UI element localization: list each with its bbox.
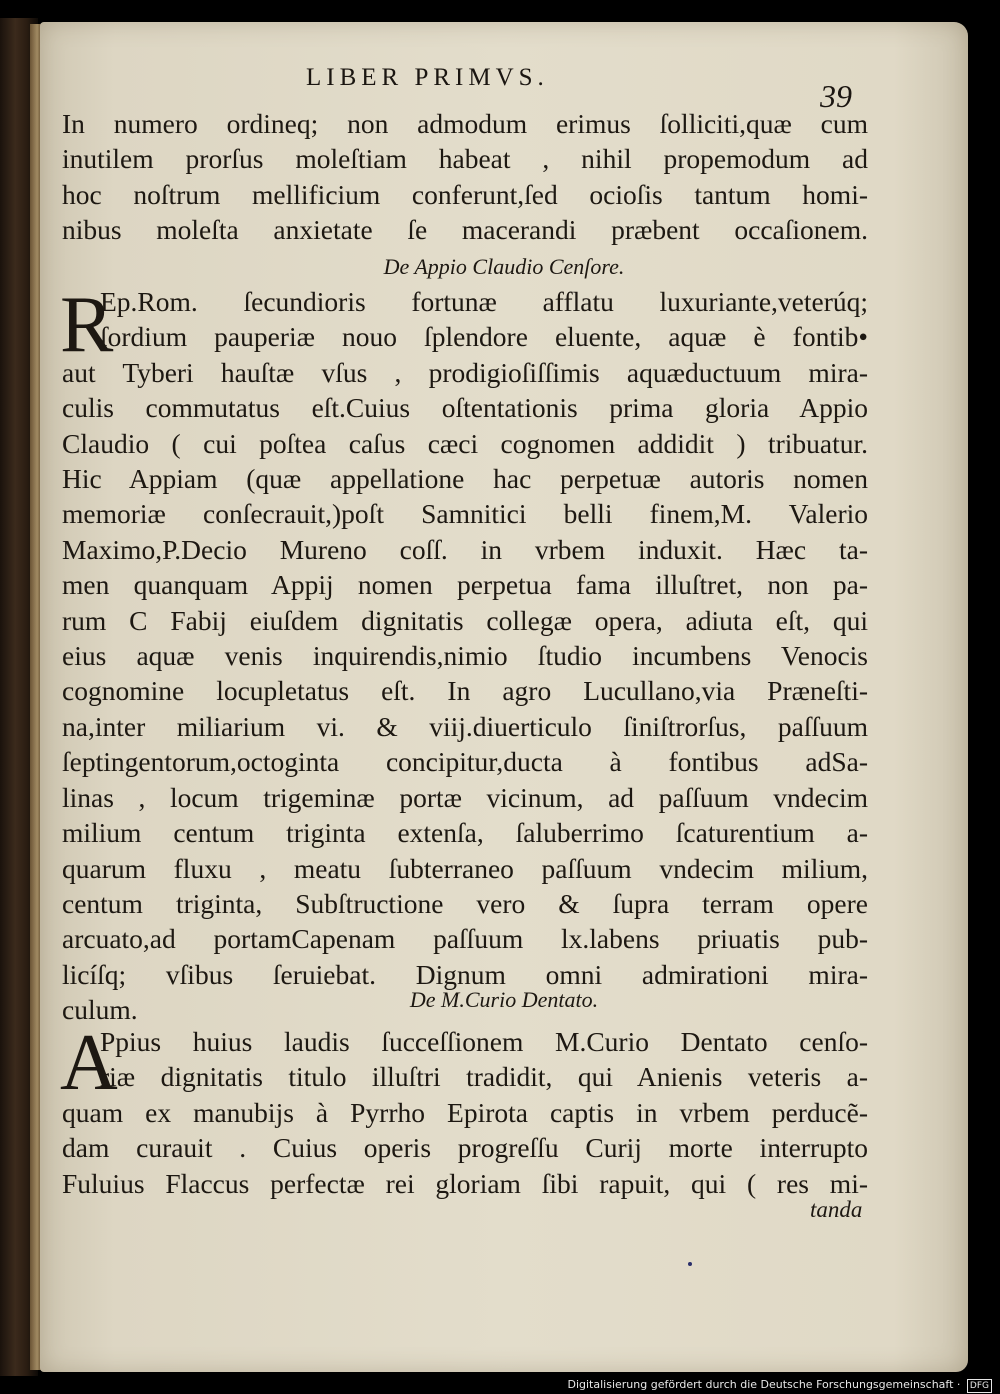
text-line: linas , locum trigeminæ portæ vicinum, ad paſſuum vndecim [62,781,868,813]
text-line: Hic Appiam (quæ appellatione hac perpetuæ autoris nomen [62,463,868,495]
section-curius-paragraph [60,1019,868,1201]
text-line: centum triginta, Subſtructione vero & ſupra terram opere [62,887,868,919]
text-line: memoriæ conſecrauit,)poſt Samnitici belli finem,M. Valerio [62,498,868,530]
text-line: men quanquam Appij nomen perpetua fama illuſtret, non pa- [62,569,868,601]
dfg-logo: DFG [967,1379,992,1393]
intro-paragraph [62,106,868,248]
text-line: arcuato,ad portamCapenam paſſuum lx.labens priuatis pub- [62,923,868,955]
text-line: quam ex manubijs à Pyrrho Epirota captis in vrbem perducẽ- [62,1096,868,1128]
text-line: nibus moleſta anxietate ſe macerandi præbent occaſionem. [62,214,868,246]
page-number: 39 [820,78,852,114]
text-line: cognomine locupletatus eſt. In agro Lucullano,via Præneſti- [62,675,868,707]
text-line: Fuluius Flaccus perfectæ rei gloriam ſibi rapuit, qui ( res mi- [62,1167,868,1199]
text-line: rum C Fabij eiuſdem dignitatis collegæ opera, adiuta eſt, qui [62,604,868,636]
book-page [40,22,968,1372]
text-line: In numero ordineq; non admodum erimus ſolliciti,quæ cum [62,108,868,139]
section-appius-paragraph [60,281,868,1028]
text-line: eius aquæ venis inquirendis,nimio ſtudio incumbens Venocis [62,640,868,672]
text-line: culis commutatus eſt.Cuius oſtentationis prima gloria Appio [62,392,868,424]
text-line: ſordium pauperiæ nouo ſplendore eluente, aquæ è fontib• [100,321,868,353]
text-line: ſeptingentorum,octoginta concipitur,ducta à fontibus adSa- [62,746,868,778]
text-line: Maximo,P.Decio Mureno coſſ. in vrbem induxit. Hæc ta- [62,533,868,565]
running-head: LIBER PRIMVS. [306,64,549,91]
section-heading-appius: De Appio Claudio Cenſore. [383,254,625,279]
text-line: milium centum triginta extenſa, ſaluberrimo ſcaturentium a- [62,817,868,849]
text-line: inutilem prorſus moleſtiam habeat , nihil propemodum ad [62,143,868,175]
text-line: Claudio ( cui poſtea caſus cæci cognomen addidit ) tribuatur. [62,427,868,459]
text-line: licíſq; vſibus ſeruiebat. Dignum omni admirationi mira- [62,958,868,990]
text-line: Ep.Rom. ſecundioris fortunæ afflatu luxuriante,veterúq; [100,286,868,317]
text-line: hoc noſtrum mellificium conferunt,ſed ocioſis tantum homi- [62,178,868,210]
text-line: aut Tyberi hauſtæ vſus , prodigioſiſſimis aquæductuum mira- [62,356,868,388]
text-line: na,inter miliarium vi. & viij.diuerticulo ſiniſtrorſus, paſſuum [62,710,868,742]
section-heading-curius: De M.Curio Dentato. [409,987,599,1012]
catchword: tanda [810,1197,863,1222]
drop-cap-r: R [60,281,114,369]
text-line: culum. [62,994,138,1026]
text-line: Ppius huius laudis ſucceſſionem M.Curio Dentato cenſo- [100,1026,868,1057]
text-line: quarum fluxu , meatu ſubterraneo paſſuum vndecim milium, [62,852,868,884]
funding-credit: Digitalisierung gefördert durch die Deutsche Forschungsgemeinschaft · [567,1378,961,1391]
text-line: dam curauit . Cuius operis progreſſu Curij morte interrupto [62,1132,868,1164]
text-line: riæ dignitatis titulo illuſtri tradidit, qui Anienis veteris a- [100,1061,868,1093]
drop-cap-a: A [60,1019,118,1107]
digitization-credit-bar [0,1376,1000,1394]
ink-speck [688,1262,692,1266]
